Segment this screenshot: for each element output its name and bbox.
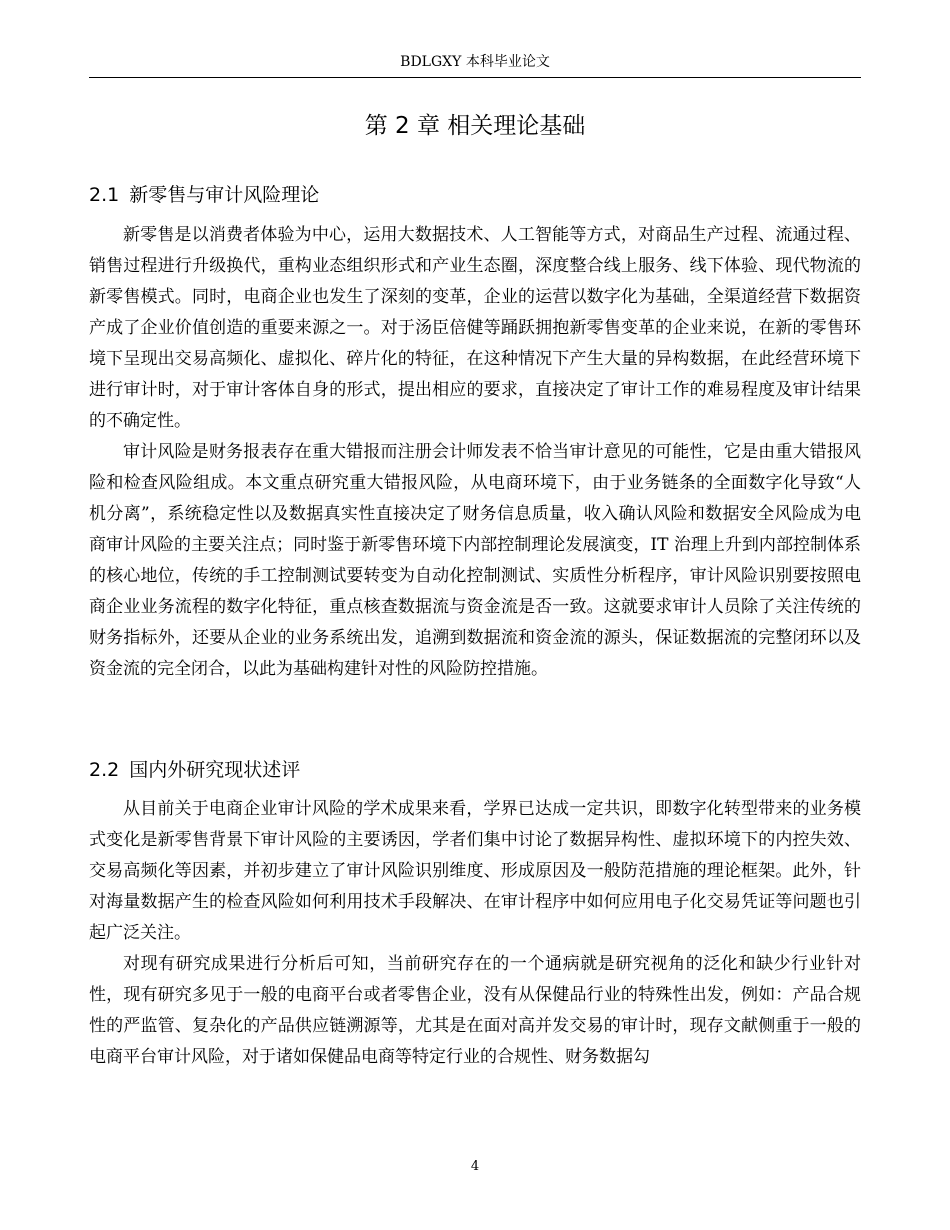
paragraph: 审计风险是财务报表存在重大错报而注册会计师发表不恰当审计意见的可能性，它是由重大错报风险和检查风险组成。本文重点研究重大错报风险，从电商环境下，由于业务链条的全面数字化导致“人机分离”，系统稳定性以及数据真实性直接决定了财务信息质量，收入确认风险和数据安全风险成为电商审计风险的主要关注点；同时鉴于新零售环境下内部控制理论发展演变，IT 治理上升到内部控制体系的核心地位，传统的手工控制测试要转变为自动化控制测试、实质性分析程序，审计风险识别要按照电商企业业务流程的数字化特征，重点核查数据流与资金流是否一致。这就要求审计人员除了关注传统的财务指标外，还要从企业的业务系统出发，追溯到数据流和资金流的源头，保证数据流的完整闭环以及资金流的完全闭合，以此为基础构建针对性的风险防控措施。 xyxy=(89,442,861,679)
paragraph: 从目前关于电商企业审计风险的学术成果来看，学界已达成一定共识，即数字化转型带来的业务模式变化是新零售背景下审计风险的主要诱因，学者们集中讨论了数据异构性、虚拟环境下的内控失效、交易高频化等因素，并初步建立了审计风险识别维度、形成原因及一般防范措施的理论框架。此外，针对海量数据产生的检查风险如何利用技术手段解决、在审计程序中如何应用电子化交易凭证等问题也引起广泛关注。 xyxy=(89,799,861,943)
page-number: 4 xyxy=(470,1159,480,1174)
section-heading-2-2 xyxy=(89,756,861,784)
section-number: 2.1 xyxy=(89,184,120,206)
section-body-2-2 xyxy=(89,794,861,1073)
chapter-title: 第 2 章 相关理论基础 xyxy=(364,113,586,139)
page-header xyxy=(89,52,861,78)
section-number: 2.2 xyxy=(89,759,120,781)
header-title: BDLGXY 本科毕业论文 xyxy=(400,54,550,70)
section-title: 国内外研究现状述评 xyxy=(129,759,301,781)
section-body-2-1 xyxy=(89,220,861,685)
paragraph: 新零售是以消费者体验为中心，运用大数据技术、人工智能等方式，对商品生产过程、流通过程、销售过程进行升级换代，重构业态组织形式和产业生态圈，深度整合线上服务、线下体验、现代物流的新零售模式。同时，电商企业也发生了深刻的变革，企业的运营以数字化为基础，全渠道经营下数据资产成了企业价值创造的重要来源之一。对于汤臣倍健等踊跃拥抱新零售变革的企业来说，在新的零售环境下呈现出交易高频化、虚拟化、碎片化的特征，在这种情况下产生大量的异构数据，在此经营环境下进行审计时，对于审计客体自身的形式，提出相应的要求，直接决定了审计工作的难易程度及审计结果的不确定性。 xyxy=(89,225,861,431)
paragraph: 对现有研究成果进行分析后可知，当前研究存在的一个通病就是研究视角的泛化和缺少行业针对性，现有研究多见于一般的电商平台或者零售企业，没有从保健品行业的特殊性出发，例如：产品合规性的严监管、复杂化的产品供应链溯源等，尤其是在面对高并发交易的审计时，现存文献侧重于一般的电商平台审计风险，对于诸如保健品电商等特定行业的合规性、财务数据勾 xyxy=(89,954,861,1067)
section-title: 新零售与审计风险理论 xyxy=(129,184,320,206)
section-heading-2-1 xyxy=(89,181,861,209)
